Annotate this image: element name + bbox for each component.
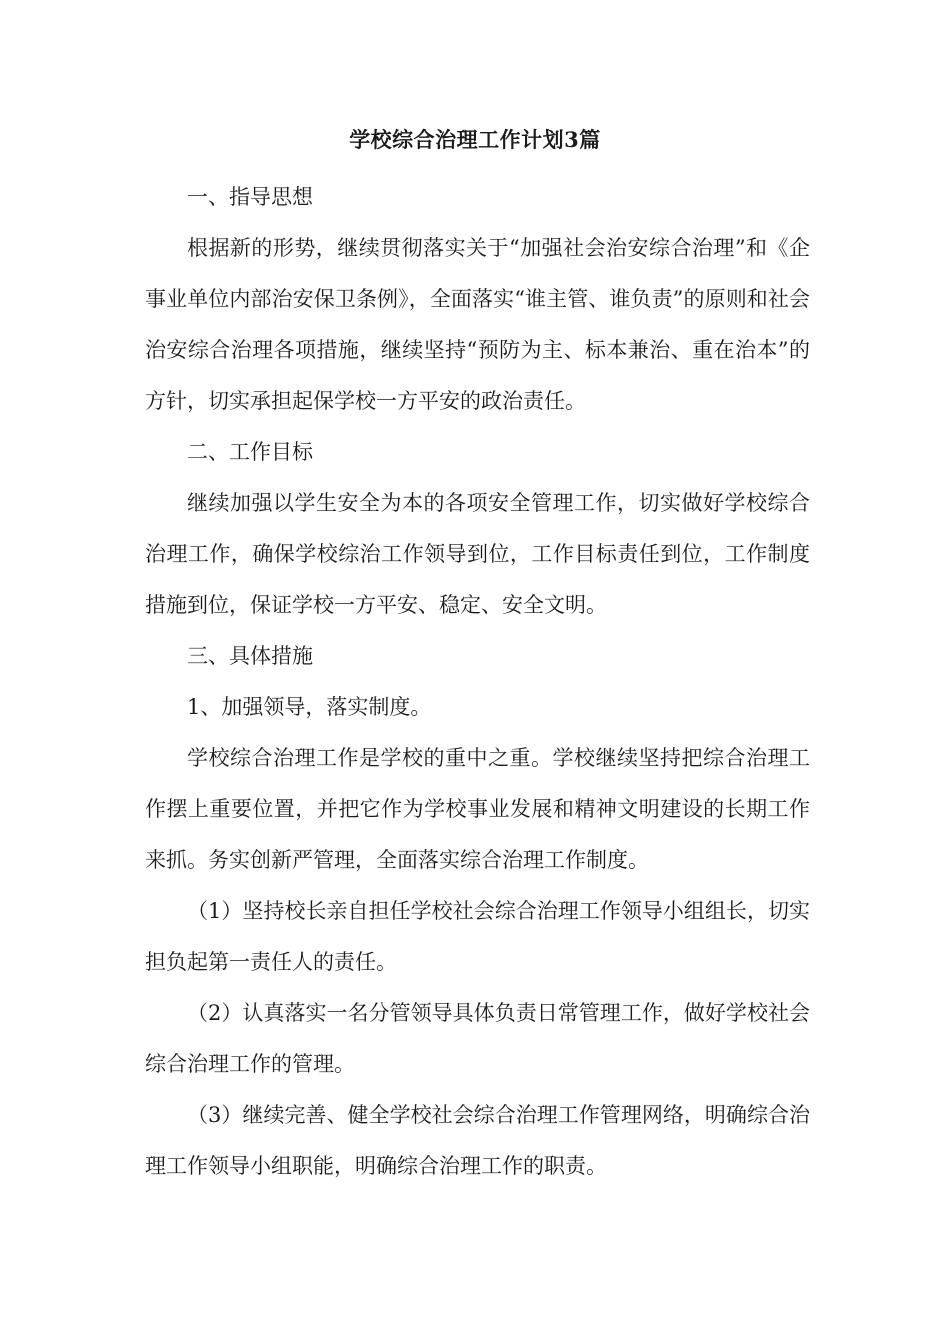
paragraph-measures-intro: 学校综合治理工作是学校的重中之重。学校继续坚持把综合治理工作摆上重要位置，并把它作为学校事业发展和精神文明建设的长期工作来抓。务实创新严管理，全面落实综合治理工作制度。 (145, 746, 810, 872)
paragraph-work-goals: 继续加强以学生安全为本的各项安全管理工作，切实做好学校综合治理工作，确保学校综治工作领导到位，工作目标责任到位，工作制度措施到位，保证学校一方平安、稳定、安全文明。 (145, 491, 810, 617)
paragraph-guiding-ideology: 根据新的形势，继续贯彻落实关于“加强社会治安综合治理”和《企事业单位内部治安保卫条例》，全面落实“谁主管、谁负责”的原则和社会治安综合治理各项措施，继续坚持“预防为主、标本兼治、重在治本”的方针，切实承担起保学校一方平安的政治责任。 (145, 236, 810, 413)
heading-specific-measures: 三、具体措施 (187, 644, 313, 668)
list-item-2: （2）认真落实一名分管领导具体负责日常管理工作，做好学校社会综合治理工作的管理。 (145, 1001, 810, 1076)
heading-work-goals: 二、工作目标 (187, 440, 313, 464)
document-body (145, 172, 810, 1192)
subheading-strengthen-leadership: 1、加强领导，落实制度。 (187, 695, 432, 719)
list-item-3: （3）继续完善、健全学校社会综合治理工作管理网络，明确综合治理工作领导小组职能，明确综合治理工作的职责。 (145, 1103, 810, 1178)
heading-guiding-ideology: 一、指导思想 (187, 185, 313, 209)
document-title: 学校综合治理工作计划3篇 (349, 127, 601, 152)
list-item-1: （1）坚持校长亲自担任学校社会综合治理工作领导小组组长，切实担负起第一责任人的责任。 (145, 899, 810, 974)
